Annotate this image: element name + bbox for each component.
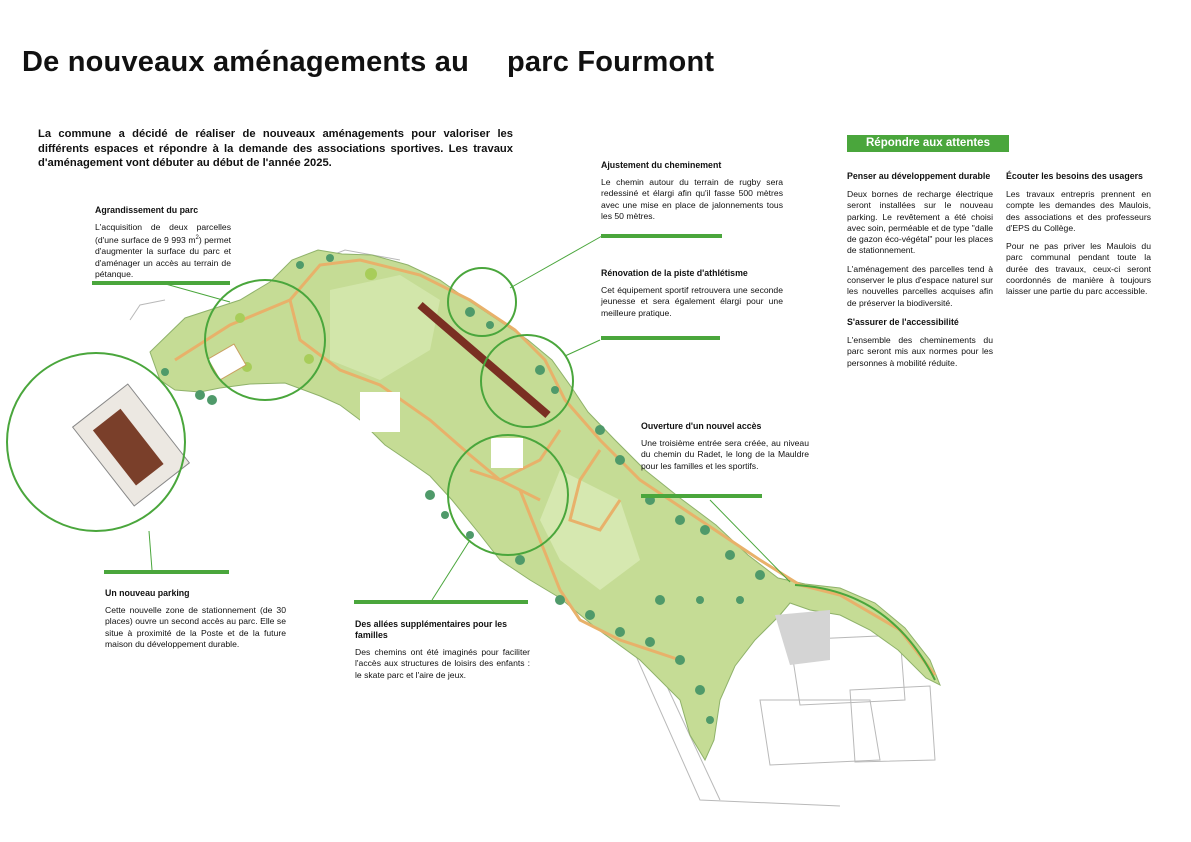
panel-heading: Répondre aux attentes [847,135,1009,152]
annotation-allees [355,619,530,681]
annotation-agrandissement [95,205,231,280]
annotation-text: Le chemin autour du terrain de rugby sera redessiné et élargi afin qu'il fasse 500 mètres avec une mise en place de jalonnements tous les 50 mètres. [601,177,783,221]
green-bar [354,600,528,604]
annotation-text-part: L'acquisition de deux parcelles (d'une surface de 9 993 m [95,222,231,246]
annotation-title: Agrandissement du parc [95,205,199,215]
column-paragraph: Les travaux entrepris prennent en compte les demandes des Maulois, des associations et des professeurs d'EPS du Collège. [1006,189,1151,233]
annotation-ouverture [641,421,809,472]
green-bar [601,234,722,238]
column-paragraph: Pour ne pas priver les Maulois du parc communal pendant toute la durée des travaux, ceux-ci seront coordonnés de manière à toujours laisser une partie du parc accessible. [1006,241,1151,297]
column-paragraph: L'aménagement des parcelles tend à conserver le plus d'espace naturel sur les nouvelles parcelles acquises afin de préserver la biodiversité. [847,263,993,308]
intro-paragraph: La commune a décidé de réaliser de nouveaux aménagements pour valoriser les différents espaces et répondre à la demande des associations sportives. Les travaux d'aménagement vont débuter au début de l'année 2025. [38,128,513,170]
annotation-title: Ouverture d'un nouvel accès [641,421,762,431]
panel-column-2 [1006,170,1151,305]
title-part-1: De nouveaux aménagements au [22,46,469,78]
annotation-text: Une troisième entrée sera créée, au niveau du chemin du Radet, le long de la Mauldre pour les familles et les sportifs. [641,438,809,471]
green-bar [641,494,762,498]
annotation-parking [105,588,286,650]
title-part-2: parc Fourmont [507,46,715,78]
annotation-text: Des chemins ont été imaginés pour faciliter l'accès aux structures de loisirs des enfants : le skate parc et l'aire de jeux. [355,647,530,680]
annotation-title: Rénovation de la piste d'athlétisme [601,268,748,278]
column-heading: Écouter les besoins des usagers [1006,171,1143,181]
panel-column-1 [847,170,993,376]
annotation-text: Cet équipement sportif retrouvera une seconde jeunesse et sera également élargi pour une meilleure pratique. [601,285,783,318]
column-paragraph: Deux bornes de recharge électrique seront installées sur le nouveau parking. Le revêtement a été choisi avec soin, perméable et de type "dalle de gazon éco-végétal" pour les places de stationnement. [847,189,993,256]
green-bar [104,570,229,574]
annotation-title: Un nouveau parking [105,588,190,598]
building-plot [491,438,523,468]
annotation-renovation [601,268,783,319]
column-heading: S'assurer de l'accessibilité [847,316,959,327]
annotation-title: Ajustement du cheminement [601,160,722,170]
park-green-area [150,250,940,760]
green-bar [92,281,230,285]
annotation-text [95,222,231,280]
annotation-text: Cette nouvelle zone de stationnement (de 30 places) ouvre un second accès au parc. Elle se situe à proximité de la Poste et de la future maison du développement durable. [105,605,286,649]
column-paragraph: L'ensemble des cheminements du parc seront mis aux normes pour les personnes à mobilité réduite. [847,334,993,368]
green-bar [601,336,720,340]
hatched-zone [775,610,830,665]
column-heading: Penser au développement durable [847,171,991,181]
annotation-text-part: ) permet d'augmenter la surface du parc et d'aménager un accès au terrain de pétanque. [95,235,232,280]
building-plot [360,392,400,432]
annotation-title: Des allées supplémentaires pour les familles [355,619,508,640]
annotation-ajustement [601,160,783,222]
superscript-2: 2 [195,235,199,242]
